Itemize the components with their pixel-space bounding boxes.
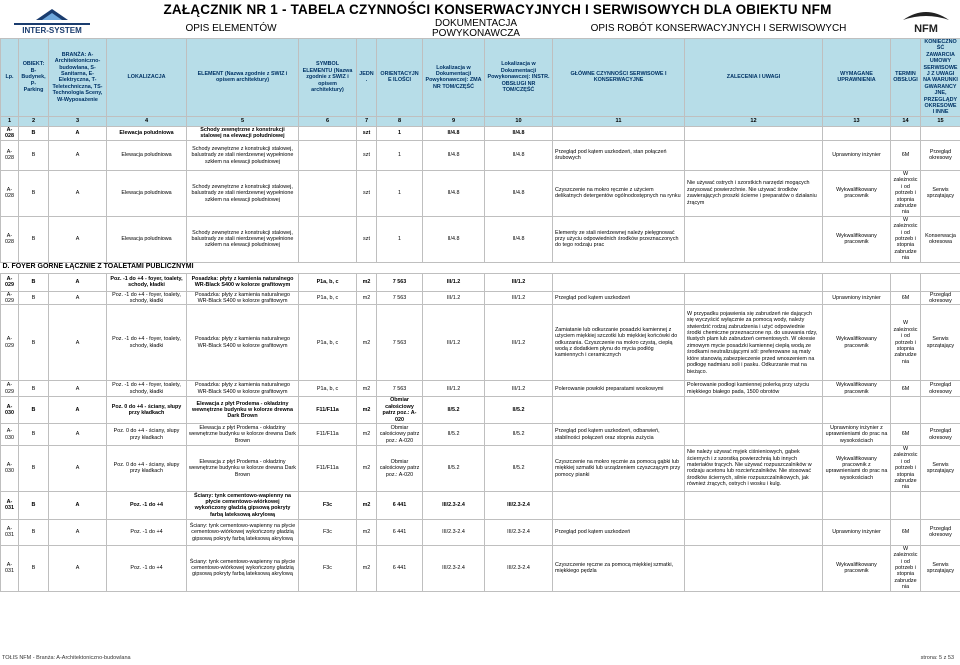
row-lp: A-028: [1, 140, 19, 170]
col-czynnosci: GŁÓWNE CZYNNOŚCI SERWISOWE I KONSERWACYJNE: [553, 39, 685, 117]
row-zma: II/4.8: [423, 216, 485, 262]
row-czynnosci: Przegląd pod kątem uszkodzeń: [553, 519, 685, 545]
row-zalecenia: Polerowanie podłogi kamiennej polerką przy użyciu miękkiego białego pada, 1500 obrotów: [685, 381, 823, 397]
row-zalecenia: [685, 519, 823, 545]
row-uprawnienia: [823, 126, 891, 140]
header-row: [1, 39, 960, 117]
row-lokalizacja: Poz. -1 do +4: [107, 491, 187, 519]
row-umowa: [921, 126, 960, 140]
row-termin: W zależności od potrzeb i stopnia zabrudzenia: [891, 170, 921, 216]
row-umowa: [921, 397, 960, 424]
row-branza: A: [49, 170, 107, 216]
row-branza: A: [49, 126, 107, 140]
col-uprawnienia: WYMAGANE UPRAWNIENIA: [823, 39, 891, 117]
row-instr: II/5.2: [485, 424, 553, 446]
row-symbol: F3c: [299, 491, 357, 519]
row-jedn: m2: [357, 446, 377, 492]
row-czynnosci: Polerowanie powłoki preparatami woskowymi: [553, 381, 685, 397]
row-termin: W zależności od potrzeb i stopnia zabrudzenia: [891, 545, 921, 591]
row-jedn: m2: [357, 273, 377, 291]
row-umowa: Przegląd okresowy: [921, 140, 960, 170]
col-lp: Lp.: [1, 39, 19, 117]
row-lokalizacja: Poz. -1 do +4: [107, 545, 187, 591]
row-symbol: [299, 140, 357, 170]
row-lokalizacja: Poz. 0 do +4 - ściany, słupy przy kładkach: [107, 446, 187, 492]
row-zma: III/1.2: [423, 381, 485, 397]
row-zalecenia: [685, 273, 823, 291]
row-czynnosci: [553, 126, 685, 140]
row-branza: A: [49, 545, 107, 591]
col-zalecenia: ZALECENIA I UWAGI: [685, 39, 823, 117]
col-instr: Lokalizacja w Dokumentacji Powykonawczej: INSTR. OBSŁUGI NR TOM/CZĘŚĆ: [485, 39, 553, 117]
table-row: [1, 126, 960, 140]
col-number: 7: [357, 116, 377, 126]
row-instr: III/1.2: [485, 381, 553, 397]
row-uprawnienia: Uprawniony inżynier z uprawnieniami do prac na wysokościach: [823, 424, 891, 446]
row-czynnosci: [553, 273, 685, 291]
row-symbol: P1a, b, c: [299, 291, 357, 305]
row-ilosc: 6 441: [377, 545, 423, 591]
row-uprawnienia: Wykwalifikowany pracownik: [823, 216, 891, 262]
col-number: 9: [423, 116, 485, 126]
table-row: [1, 424, 960, 446]
row-zma: III/2.3-2.4: [423, 491, 485, 519]
section-row: [1, 262, 960, 273]
col-ilosci: ORIENTACYJNE ILOŚCI: [377, 39, 423, 117]
row-termin: 6M: [891, 519, 921, 545]
row-lp: A-031: [1, 519, 19, 545]
row-czynnosci: Przegląd pod kątem uszkodzeń, odbarwień, stabilności połączeń oraz stopnia zużycia: [553, 424, 685, 446]
row-ilosc: 1: [377, 216, 423, 262]
row-uprawnienia: Uprawniony inżynier: [823, 519, 891, 545]
row-element: Elewacja z płyt Prodema - okładziny wewnętrzne budynku w kolorze drewna Dark Brown: [187, 397, 299, 424]
row-symbol: F3c: [299, 519, 357, 545]
row-element: Schody zewnętrzne z konstrukcji stalowej na elewacji południowej: [187, 126, 299, 140]
row-termin: 6M: [891, 291, 921, 305]
row-element: Ściany: tynk cementowo-wapienny na płycie cementowo-wiórkowej wykończony gładzią gipsową pokryty farbą lateksową akrylową: [187, 519, 299, 545]
row-branza: A: [49, 424, 107, 446]
row-lp: A-028: [1, 216, 19, 262]
row-lokalizacja: Elewacja południowa: [107, 126, 187, 140]
row-czynnosci: Czyszczenie ręczne za pomocą miękkiej szmatki, miękkiego pędzla: [553, 545, 685, 591]
row-jedn: m2: [357, 381, 377, 397]
row-lokalizacja: Poz. 0 do +4 - ściany, słupy przy kładkach: [107, 424, 187, 446]
row-obiekt: B: [19, 126, 49, 140]
row-umowa: [921, 491, 960, 519]
row-jedn: m2: [357, 491, 377, 519]
row-lp: A-028: [1, 170, 19, 216]
row-obiekt: B: [19, 170, 49, 216]
row-lokalizacja: Elewacja południowa: [107, 170, 187, 216]
row-lp: A-031: [1, 545, 19, 591]
row-jedn: m2: [357, 291, 377, 305]
row-czynnosci: Czyszczenie na mokro ręcznie z użyciem delikatnych detergentów ogólnodostępnych na rynku: [553, 170, 685, 216]
row-jedn: m2: [357, 424, 377, 446]
row-zma: II/5.2: [423, 397, 485, 424]
row-element: Posadzka: płyty z kamienia naturalnego WR-Black S400 w kolorze grafitowym: [187, 305, 299, 381]
col-number: 8: [377, 116, 423, 126]
row-symbol: P1a, b, c: [299, 305, 357, 381]
row-jedn: m2: [357, 305, 377, 381]
row-jedn: m2: [357, 519, 377, 545]
rows-a029-a031: [1, 273, 960, 591]
table-row: [1, 291, 960, 305]
row-instr: III/1.2: [485, 273, 553, 291]
row-zma: III/1.2: [423, 291, 485, 305]
row-czynnosci: Przegląd pod kątem uszkodzeń, stan połączeń śrubowych: [553, 140, 685, 170]
row-termin: [891, 126, 921, 140]
col-number: 4: [107, 116, 187, 126]
row-lp: A-031: [1, 491, 19, 519]
col-number: 14: [891, 116, 921, 126]
row-uprawnienia: [823, 491, 891, 519]
row-element: Posadzka: płyty z kamienia naturalnego WR-Black S400 w kolorze grafitowym: [187, 381, 299, 397]
row-zma: II/5.2: [423, 424, 485, 446]
right-logo-text: NFM: [914, 23, 938, 35]
col-termin: TERMIN OBSŁUGI: [891, 39, 921, 117]
row-obiekt: B: [19, 519, 49, 545]
row-obiekt: B: [19, 140, 49, 170]
row-element: Ściany: tynk cementowo-wapienny na płycie cementowo-wiórkowej wykończony gładzią gipsową pokryty farbą lateksową akrylową: [187, 545, 299, 591]
row-ilosc: 7 563: [377, 381, 423, 397]
row-zalecenia: [685, 397, 823, 424]
row-umowa: [921, 273, 960, 291]
row-umowa: Serwis sprzątający: [921, 170, 960, 216]
row-uprawnienia: Wykwalifikowany pracownik: [823, 545, 891, 591]
row-symbol: [299, 126, 357, 140]
nfm-logo: [897, 6, 955, 36]
row-lp: A-029: [1, 273, 19, 291]
row-termin: W zależności od potrzeb i stopnia zabrudzenia: [891, 216, 921, 262]
table-row: [1, 545, 960, 591]
col-number: 6: [299, 116, 357, 126]
row-branza: A: [49, 291, 107, 305]
col-number: 10: [485, 116, 553, 126]
row-umowa: Przegląd okresowy: [921, 291, 960, 305]
row-obiekt: B: [19, 446, 49, 492]
row-uprawnienia: [823, 273, 891, 291]
row-termin: 6M: [891, 424, 921, 446]
col-obiekt: OBIEKT: B-Budynek, P-Parking: [19, 39, 49, 117]
row-zalecenia: [685, 216, 823, 262]
row-uprawnienia: Wykwalifikowany pracownik: [823, 381, 891, 397]
row-symbol: [299, 216, 357, 262]
row-jedn: szt: [357, 126, 377, 140]
table-row: [1, 519, 960, 545]
row-obiekt: B: [19, 397, 49, 424]
table-row: [1, 381, 960, 397]
row-instr: III/1.2: [485, 305, 553, 381]
row-lokalizacja: Poz. -1 do +4 - foyer, toalety, schody, kładki: [107, 273, 187, 291]
row-umowa: Serwis sprzątający: [921, 446, 960, 492]
row-branza: A: [49, 491, 107, 519]
row-symbol: P1a, b, c: [299, 381, 357, 397]
table-row: [1, 491, 960, 519]
row-zalecenia: [685, 545, 823, 591]
row-uprawnienia: Wykwalifikowany pracownik: [823, 170, 891, 216]
row-umowa: Konserwacja okresowa: [921, 216, 960, 262]
row-lokalizacja: Poz. -1 do +4 - foyer, toalety, schody, kładki: [107, 381, 187, 397]
row-lp: A-029: [1, 291, 19, 305]
row-branza: A: [49, 273, 107, 291]
row-zalecenia: [685, 126, 823, 140]
row-jedn: m2: [357, 545, 377, 591]
table-row: [1, 446, 960, 492]
row-obiekt: B: [19, 424, 49, 446]
page-number: strona: 5 z 53: [920, 655, 954, 661]
row-czynnosci: Zamiatanie lub odkurzanie posadzki kamiennej z użyciem miękkiej szczotki lub miękkiej końcówki do odkurzania. Czyszczenie na mokro czystą, ciepłą wodą z dodatkiem płynu do mycia podłóg kamiennych i ceramicznych: [553, 305, 685, 381]
row-obiekt: B: [19, 491, 49, 519]
row-element: Posadzka: płyty z kamienia naturalnego WR-Black S400 w kolorze grafitowym: [187, 291, 299, 305]
row-instr: III/1.2: [485, 291, 553, 305]
col-element: ELEMENT (Nazwa zgodnie z SWIZ i opisem architektury): [187, 39, 299, 117]
row-branza: A: [49, 519, 107, 545]
row-instr: II/5.2: [485, 397, 553, 424]
row-lokalizacja: Poz. 0 do +4 - ściany, słupy przy kładkach: [107, 397, 187, 424]
row-umowa: Przegląd okresowy: [921, 424, 960, 446]
opis-elementow-heading: OPIS ELEMENTÓW: [185, 23, 277, 34]
col-number: 11: [553, 116, 685, 126]
inter-system-logo: [6, 6, 98, 36]
row-symbol: F11/F11a: [299, 424, 357, 446]
col-number: 2: [19, 116, 49, 126]
row-umowa: Przegląd okresowy: [921, 381, 960, 397]
row-instr: II/4.8: [485, 140, 553, 170]
row-ilosc: Obmiar całościowy patrz poz.: A-020: [377, 424, 423, 446]
row-termin: 6M: [891, 140, 921, 170]
row-lp: A-030: [1, 446, 19, 492]
row-obiekt: B: [19, 273, 49, 291]
row-umowa: Serwis sprzątający: [921, 545, 960, 591]
row-lokalizacja: Poz. -1 do +4 - foyer, toalety, schody, kładki: [107, 291, 187, 305]
row-element: Elewacja z płyt Prodema - okładziny wewnętrzne budynku w kolorze drewna Dark Brown: [187, 424, 299, 446]
dokumentacja-heading: DOKUMENTACJA POWYKONAWCZA: [432, 18, 520, 39]
col-number: 1: [1, 116, 19, 126]
row-element: Schody zewnętrzne z konstrukcji stalowej, balustrady ze stali nierdzewnej wypełnione szkłem na elewacji południowej: [187, 140, 299, 170]
row-zma: II/4.8: [423, 140, 485, 170]
row-instr: III/2.3-2.4: [485, 491, 553, 519]
row-ilosc: 7 563: [377, 273, 423, 291]
col-number: 13: [823, 116, 891, 126]
rows-a028: [1, 126, 960, 262]
row-zma: III/1.2: [423, 305, 485, 381]
row-obiekt: B: [19, 381, 49, 397]
col-number: 15: [921, 116, 960, 126]
row-zalecenia: [685, 140, 823, 170]
row-zma: III/1.2: [423, 273, 485, 291]
column-number-row: [1, 116, 960, 126]
row-instr: II/4.8: [485, 126, 553, 140]
row-zalecenia: [685, 291, 823, 305]
row-jedn: m2: [357, 397, 377, 424]
col-symbol: SYMBOL ELEMENTU (Nazwa zgodnie z SWIZ i opisem architektury): [299, 39, 357, 117]
row-branza: A: [49, 381, 107, 397]
row-obiekt: B: [19, 545, 49, 591]
page-title: ZAŁĄCZNIK NR 1 - TABELA CZYNNOŚCI KONSERWACYJNYCH I SERWISOWYCH DLA OBIEKTU NFM: [163, 2, 832, 17]
table-row: [1, 273, 960, 291]
row-lokalizacja: Poz. -1 do +4 - foyer, toalety, schody, kładki: [107, 305, 187, 381]
col-zma: Lokalizacja w Dokumentacji Powykonawczej: ZMA NR TOM/CZĘŚĆ: [423, 39, 485, 117]
row-czynnosci: [553, 491, 685, 519]
row-uprawnienia: Wykwalifikowany pracownik z uprawnieniami do prac na wysokościach: [823, 446, 891, 492]
row-instr: II/5.2: [485, 446, 553, 492]
row-czynnosci: Elementy ze stali nierdzewnej należy pielęgnować przy użyciu odpowiednich środków przeznaczonych do tego rodzaju prac: [553, 216, 685, 262]
row-jedn: szt: [357, 170, 377, 216]
left-logo-text: INTER-SYSTEM: [22, 26, 82, 35]
row-element: Ściany: tynk cementowo-wapienny na płycie cementowo-wiórkowej wykończony gładzią gipsową pokryty farbą lateksową akrylową: [187, 491, 299, 519]
row-termin: [891, 397, 921, 424]
row-uprawnienia: [823, 397, 891, 424]
row-uprawnienia: Uprawniony inżynier: [823, 140, 891, 170]
row-lp: A-030: [1, 397, 19, 424]
table-row: [1, 305, 960, 381]
row-czynnosci: Przegląd pod kątem uszkodzeń: [553, 291, 685, 305]
row-lp: A-029: [1, 381, 19, 397]
section-d-heading: D. FOYER GÓRNE ŁĄCZNIE Z TOALETAMI PUBLICZNYMI: [1, 262, 960, 273]
row-ilosc: 1: [377, 126, 423, 140]
row-ilosc: Obmiar całościowy patrz poz.: A-020: [377, 446, 423, 492]
row-lp: A-028: [1, 126, 19, 140]
row-zma: III/2.3-2.4: [423, 519, 485, 545]
col-number: 12: [685, 116, 823, 126]
maintenance-table: [0, 38, 960, 592]
row-zma: II/4.8: [423, 126, 485, 140]
row-czynnosci: [553, 397, 685, 424]
footer-left: TOŁIS NFM - Branża: A-Architektoniczno-budowlana: [2, 655, 131, 661]
row-umowa: Przegląd okresowy: [921, 519, 960, 545]
row-ilosc: 7 563: [377, 291, 423, 305]
row-zalecenia: Nie należy używać myjek ciśnieniowych, gąbek ściernych i z szorstką powierzchnią lub innych materiałów trących. Nie używać rozpuszczalników w rodzaju acetonu lub rozcieńczalników. Nie stosować środków ściernych, silnie rozpuszczalnikowych, jak również żrących, ostrych i wosku i kulg.: [685, 446, 823, 492]
row-jedn: szt: [357, 140, 377, 170]
row-element: Elewacja z płyt Prodema - okładziny wewnętrzne budynku w kolorze drewna Dark Brown: [187, 446, 299, 492]
row-jedn: szt: [357, 216, 377, 262]
row-ilosc: 1: [377, 170, 423, 216]
row-czynnosci: Czyszczenie na mokro ręcznie za pomocą gąbki lub miękkiej szmatki lub urządzeniem czyszczącym przy pomocy pianki: [553, 446, 685, 492]
col-lokalizacja: LOKALIZACJA: [107, 39, 187, 117]
table-row: [1, 397, 960, 424]
row-ilosc: 7 563: [377, 305, 423, 381]
row-lokalizacja: Elewacja południowa: [107, 216, 187, 262]
row-instr: II/4.8: [485, 216, 553, 262]
col-number: 5: [187, 116, 299, 126]
row-lokalizacja: Poz. -1 do +4: [107, 519, 187, 545]
row-zma: II/5.2: [423, 446, 485, 492]
row-symbol: F11/F11a: [299, 397, 357, 424]
row-obiekt: B: [19, 305, 49, 381]
row-symbol: F3c: [299, 545, 357, 591]
row-termin: [891, 273, 921, 291]
row-uprawnienia: Wykwalifikowany pracownik: [823, 305, 891, 381]
row-lp: A-029: [1, 305, 19, 381]
row-branza: A: [49, 397, 107, 424]
row-obiekt: B: [19, 216, 49, 262]
row-zma: II/4.8: [423, 170, 485, 216]
row-ilosc: 1: [377, 140, 423, 170]
row-zalecenia: [685, 424, 823, 446]
row-termin: W zależności od potrzeb i stopnia zabrudzenia: [891, 446, 921, 492]
row-uprawnienia: Uprawniony inżynier: [823, 291, 891, 305]
col-branza: BRANŻA: A-Architektoniczno-budowlana, S-Sanitarna, E-Elektryczna, T-Teletechniczna, TS-Technologia Sceny, W-Wyposażenie: [49, 39, 107, 117]
col-jedn: JEDN.: [357, 39, 377, 117]
row-instr: III/2.3-2.4: [485, 519, 553, 545]
row-branza: A: [49, 305, 107, 381]
row-element: Schody zewnętrzne z konstrukcji stalowej, balustrady ze stali nierdzewnej wypełnione szkłem na elewacji południowej: [187, 170, 299, 216]
row-branza: A: [49, 446, 107, 492]
row-ilosc: 6 441: [377, 491, 423, 519]
table-row: [1, 216, 960, 262]
col-number: 3: [49, 116, 107, 126]
row-symbol: F11/F11a: [299, 446, 357, 492]
row-termin: [891, 491, 921, 519]
row-termin: W zależności od potrzeb i stopnia zabrudzenia: [891, 305, 921, 381]
row-ilosc: 6 441: [377, 519, 423, 545]
row-instr: II/4.8: [485, 170, 553, 216]
row-instr: III/2.3-2.4: [485, 545, 553, 591]
row-ilosc: Obmiar całościowy patrz poz.: A-020: [377, 397, 423, 424]
row-zalecenia: [685, 491, 823, 519]
row-branza: A: [49, 140, 107, 170]
row-branza: A: [49, 216, 107, 262]
row-zma: III/2.3-2.4: [423, 545, 485, 591]
row-element: Posadzka: płyty z kamienia naturalnego WR-Black S400 w kolorze grafitowym: [187, 273, 299, 291]
row-lp: A-030: [1, 424, 19, 446]
row-termin: 6M: [891, 381, 921, 397]
opis-robot-heading: OPIS ROBÓT KONSERWACYJNYCH I SERWISOWYCH: [590, 23, 847, 34]
col-umowa: KONIECZNOŚĆ ZAWARCIA UMOWY SERWISOWEJ Z UWAGI NA WARUNKI GWARANCYJNE, PRZEGLĄDY OKRESOWE I INNE: [921, 39, 960, 117]
row-symbol: P1a, b, c: [299, 273, 357, 291]
row-umowa: Serwis sprzątający: [921, 305, 960, 381]
table-row: [1, 140, 960, 170]
row-lokalizacja: Elewacja południowa: [107, 140, 187, 170]
row-symbol: [299, 170, 357, 216]
row-zalecenia: W przypadku pojawienia się zabrudzeń nie dających się wyczyścić wyłącznie za pomocą wody, należy stwierdzić rodzaj zabrudzenia i użyć odpowiednie środki chemiczne przeznaczone np. do usuwania rdzy, tłustych plam lub zabrudzeń cementowych. W okresie zimowym mycie posadzki kamiennej ciepłą wodą ze środkami neutralizującymi sól: preferowane są maty które stanowią zabezpieczenie przed wnoszeniem na podłogę nadmiaru soli i pasku. Odkurzanie mat na bieżąco.: [685, 305, 823, 381]
row-obiekt: B: [19, 291, 49, 305]
row-zalecenia: Nie używać ostrych i szorstkich narzędzi mogących zarysować powierzchnie. Nie używać środków zawierających proszki ścierne i preparatów o działaniu żrącym: [685, 170, 823, 216]
row-element: Schody zewnętrzne z konstrukcji stalowej, balustrady ze stali nierdzewnej wypełnione szkłem na elewacji południowej: [187, 216, 299, 262]
table-row: [1, 170, 960, 216]
